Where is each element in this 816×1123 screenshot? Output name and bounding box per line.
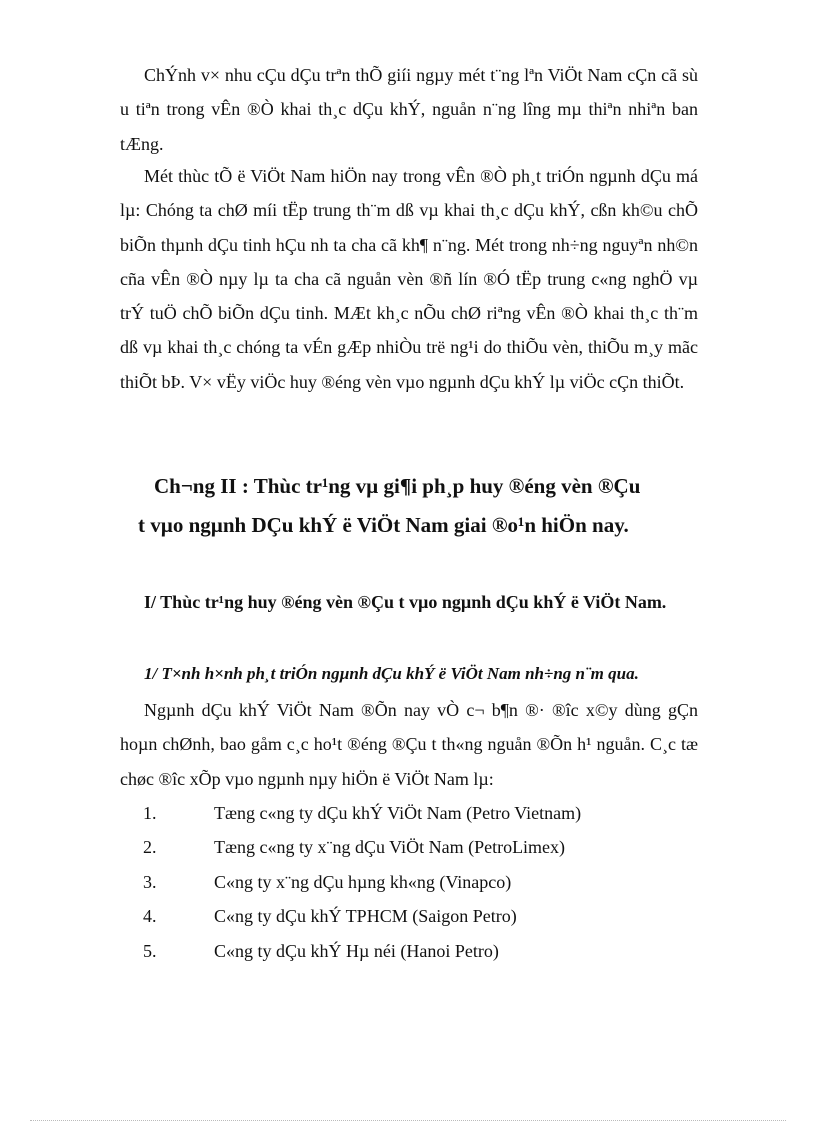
section-heading: I/ Thùc tr¹ng huy ®éng vèn ®Çu t vµo ngµnh dÇu khÝ ë ViÖt Nam. [144,592,667,612]
list-item [143,830,703,864]
list-item-text: C«ng ty dÇu khÝ TPHCM (Saigon Petro) [214,906,517,927]
paragraph-reality: Mét thùc tÕ ë ViÖt Nam hiÖn nay trong vÊn ®Ò ph¸t triÓn ngµnh dÇu má lµ: Chóng ta chØ míi tËp trung th¨m dß vµ khai th¸c dÇu khÝ, cßn kh©u chÕ biÕn thµnh dÇu tinh hÇu nh ta cha cã kh¶ n¨ng. Mét trong nh÷ng nguyªn nh©n cña vÊn ®Ò nµy lµ ta cha cã nguån vèn ®ñ lín ®Ó tËp trung c«ng nghÖ vµ trÝ tuÖ chÕ biÕn dÇu tinh. MÆt kh¸c nÕu chØ riªng vÊn ®Ò khai th¸c th¨m dß vµ khai th¸c chóng ta vÉn gÆp nhiÒu trë ng¹i do thiÕu vèn, thiÕu m¸y mãc thiÕt bÞ. V× vËy viÖc huy ®éng vèn vµo ngµnh dÇu khÝ lµ viÖc cÇn thiÕt. [120,166,698,392]
page-bottom-divider [30,1120,786,1121]
list-item [143,796,703,830]
list-item [143,899,703,933]
list-item-text: Tæng c«ng ty dÇu khÝ ViÖt Nam (Petro Vietnam) [214,803,582,823]
list-item [143,865,703,899]
chapter-heading-line-1: Ch¬ng II : Thùc tr¹ng vµ gi¶i ph¸p huy ®éng vèn ®Çu [154,474,641,498]
list-item-number: 4. [143,906,157,927]
list-item-number: 3. [143,871,157,892]
list-item [143,934,703,968]
list-item-number: 2. [143,837,157,858]
company-list [143,796,703,968]
list-item-number: 1. [143,803,157,823]
list-item-number: 5. [143,940,157,961]
subsection-heading: 1/ T×nh h×nh ph¸t triÓn ngµnh dÇu khÝ ë ViÖt Nam nh÷ng n¨m qua. [144,664,639,683]
chapter-heading-line-2: t vµo ngµnh DÇu khÝ ë ViÖt Nam giai ®o¹n hiÖn nay. [138,513,629,537]
chapter-heading [118,467,698,545]
paragraph-intro: ChÝnh v× nhu cÇu dÇu trªn thÕ giíi ngµy mét t¨ng lªn ViÖt Nam cÇn cã sù u tiªn trong vÊn ®Ò khai th¸c dÇu khÝ, nguån n¨ng lîng mµ thiªn nhiªn ban tÆng. [120,65,698,154]
list-item-text: Tæng c«ng ty x¨ng dÇu ViÖt Nam (PetroLimex) [214,837,566,858]
paragraph-industry: Ngµnh dÇu khÝ ViÖt Nam ®Õn nay vÒ c¬ b¶n ®· ®îc x©y dùng gÇn hoµn chØnh, bao gåm c¸c ho¹t ®éng ®Çu t th«ng nguån ®Õn h¹ nguån. C¸c tæ chøc ®îc xÕp vµo ngµnh nµy hiÖn ë ViÖt Nam lµ: [120,700,698,789]
list-item-text: C«ng ty x¨ng dÇu hµng kh«ng (Vinapco) [214,871,512,892]
list-item-text: C«ng ty dÇu khÝ Hµ néi (Hanoi Petro) [214,940,499,961]
